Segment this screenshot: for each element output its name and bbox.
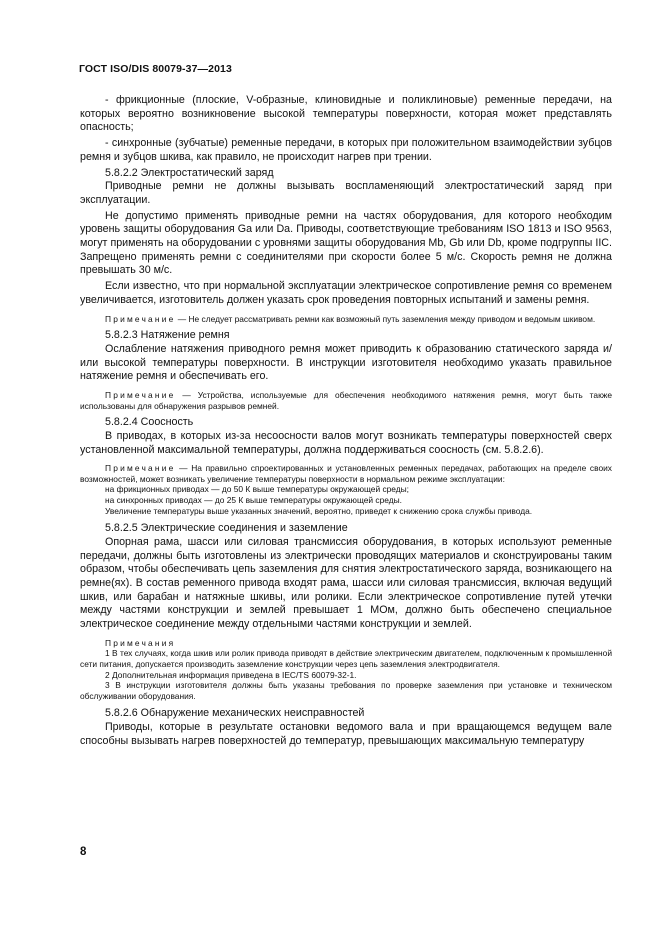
note-alignment-synchronous: на синхронных приводах — до 25 К выше температуры окружающей среды.	[105, 495, 402, 506]
note-item-2: 2 Дополнительная информация приведена в IEC/TS 60079-32-1.	[105, 669, 357, 680]
note-alignment-intro	[80, 463, 612, 484]
note-alignment-lifetime: Увеличение температуры выше указанных значений, вероятно, приведет к снижению срока службы привода.	[105, 505, 533, 516]
note-text: — На правильно спроектированных и установленных ременных передачах, работающих на пределе своих возможностей, может возникать увеличение температуры поверхности в нормальном режиме эксплуатации:	[80, 463, 612, 484]
document-header: ГОСТ ISO/DIS 80079-37—2013	[79, 63, 232, 75]
section-heading-grounding: 5.8.2.5 Электрические соединения и заземление	[105, 522, 348, 535]
paragraph-friction-drives: - фрикционные (плоские, V-образные, клиновидные и поликлиновые) ременные передачи, на которых вероятно возникновение высокой температуры поверхности, которая может представлять опасность;	[80, 94, 612, 134]
notes-label: Примечания	[105, 637, 176, 648]
paragraph-mechanical-faults: Приводы, которые в результате остановки ведомого вала и при вращающемся ведущем вале способны вызывать нагрев поверхностей до температур, превышающих максимальную температуру	[80, 721, 612, 747]
paragraph-electrostatic-2: Не допустимо применять приводные ремни на частях оборудования, для которого необходим уровень защиты оборудования Ga или Da. Приводы, соответствующие требованиям ISO 1813 и ISO 9563, могут применять на оборудовании с уровнями защиты оборудования Mb, Gb или Db, кроме подгруппы IIC. Запрещено применять ремни с соединителями при скорости более 5 м/с. Скорость ремня не должна превышать 30 м/с.	[80, 209, 612, 277]
section-heading-tension: 5.8.2.3 Натяжение ремня	[105, 329, 230, 342]
note-label: Примечание	[105, 313, 176, 324]
paragraph-electrostatic-1: Приводные ремни не должны вызывать воспламеняющий электростатический заряд при эксплуатации.	[80, 180, 612, 206]
note-text: — Устройства, используемые для обеспечения необходимого натяжения ремня, могут быть также использованы для обнаружения разрывов ремней.	[80, 389, 612, 411]
paragraph-electrostatic-3: Если известно, что при нормальной эксплуатации электрическое сопротивление ремня со временем увеличивается, изготовитель должен указать срок проведения повторных испытаний и замены ремня.	[80, 280, 612, 306]
section-heading-mechanical-faults: 5.8.2.6 Обнаружение механических неисправностей	[105, 707, 365, 720]
paragraph-tension: Ослабление натяжения приводного ремня может приводить к образованию статического заряда и/или высокой температуры поверхности. В инструкции изготовителя необходимо указать правильное натяжение ремня и обеспечивать его.	[80, 342, 612, 383]
paragraph-alignment: В приводах, в которых из-за несоосности валов могут возникать температуры поверхностей сверх установленной максимальной температуры, должна поддерживаться соосность (см. 5.8.2.6).	[80, 429, 612, 456]
note-item-1: 1 В тех случаях, когда шкив или ролик привода приводят в действие электрическим двигателем, подключенным к промышленной сети питания, допускается производить заземление конструкции через цепь заземления электродвигателя.	[80, 648, 612, 670]
notes-grounding	[80, 638, 612, 702]
note-label: Примечание	[105, 463, 176, 474]
page-number: 8	[80, 846, 87, 858]
section-heading-alignment: 5.8.2.4 Соосность	[105, 416, 194, 429]
page-body	[80, 94, 612, 751]
paragraph-grounding: Опорная рама, шасси или силовая трансмиссия оборудования, в которых используют ременные передачи, должны быть изготовлены из электрически проводящих материалов и сконструированы таким образом, чтобы обеспечивать цепь заземления для снятия электростатического заряда, возникающего на ремне(ях). В состав ременного привода входят рама, шасси или силовая трансмиссия, включая ведущий шкив, или барабан и натяжные шкивы, или ролики. Если электрическое сопротивление путей утечки между частями конструкции и землей превышает 1 МОм, должно быть обеспечено специальное электрическое соединение между отдельными частями конструкции и землей.	[80, 535, 612, 631]
section-heading-electrostatic: 5.8.2.2 Электростатический заряд	[105, 166, 274, 179]
note-item-3: 3 В инструкции изготовителя должны быть указаны требования по проверке заземления при установке и техническом обслуживании оборудования.	[80, 680, 612, 701]
note-grounding	[80, 314, 612, 325]
note-alignment-friction: на фрикционных приводах — до 50 К выше температуры окружающей среды;	[105, 484, 409, 495]
paragraph-synchronous-drives: - синхронные (зубчатые) ременные передачи, в которых при положительном взаимодействии зубцов ремня и зубцов шкива, как правило, не происходит нагрев при трении.	[80, 137, 612, 163]
note-label: Примечание	[105, 389, 176, 400]
note-tension	[80, 390, 612, 411]
note-alignment	[80, 463, 612, 516]
note-text: — Не следует рассматривать ремни как возможный путь заземления между приводом и ведомым шкивом.	[175, 313, 596, 324]
